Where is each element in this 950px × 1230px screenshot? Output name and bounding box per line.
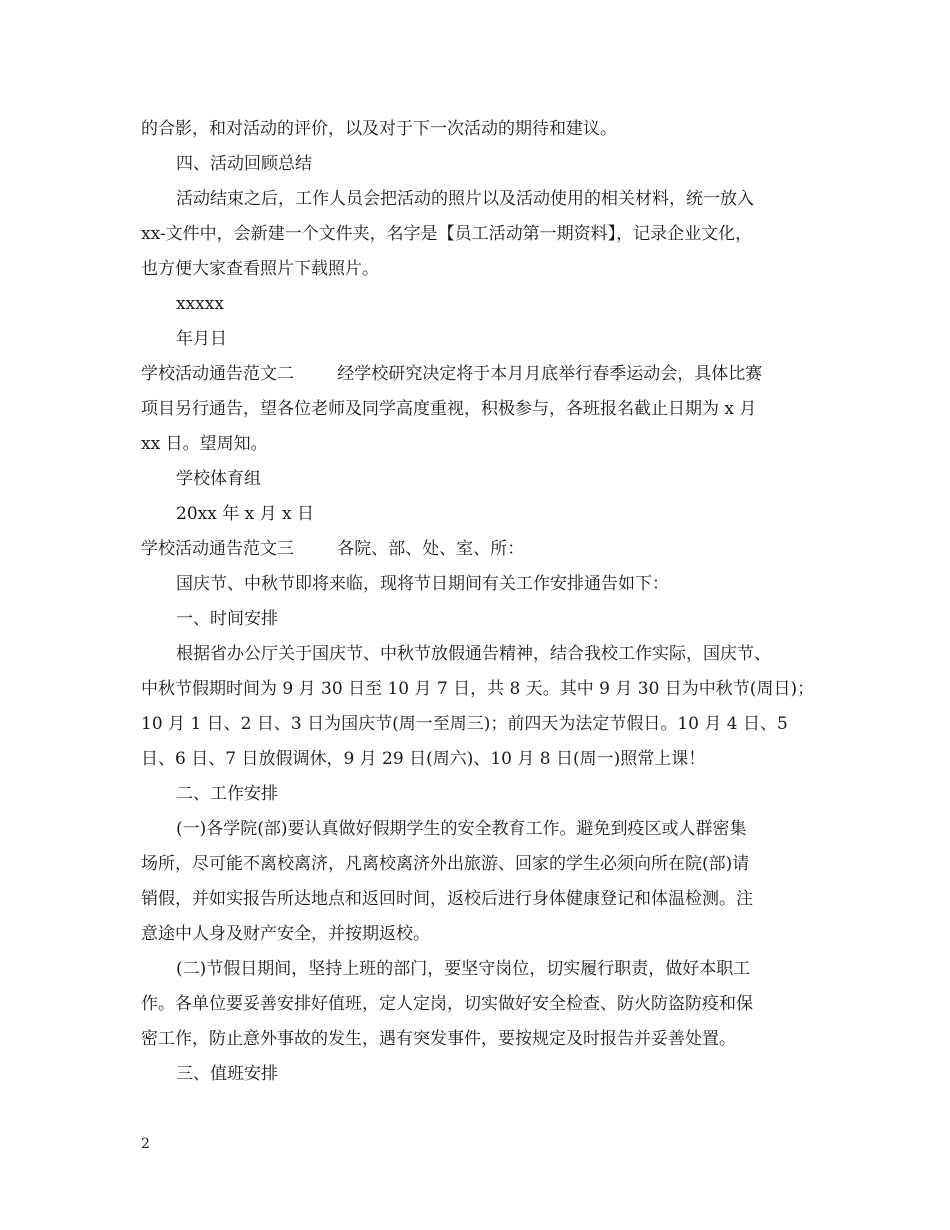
text-line: xx-文件中，会新建一个文件夹，名字是【员工活动第一期资料】，记录企业文化，	[141, 224, 753, 244]
paragraph	[141, 322, 821, 357]
text-line: 日、6 日、7 日放假调休，9 月 29 日(周六)、10 月 8 日(周一)照常上课！	[141, 749, 706, 769]
page-number: 2	[141, 1136, 150, 1152]
text-line: (二)节假日期间，坚持上班的部门，要坚守岗位，切实履行职责，做好本职工	[176, 959, 751, 979]
paragraph	[141, 182, 821, 287]
text-line: 二、工作安排	[176, 784, 278, 804]
text-line: 一、时间安排	[176, 609, 278, 629]
text-line: 项目另行通告，望各位老师及同学高度重视，积极参与，各班报名截止日期为 x 月	[141, 399, 757, 419]
paragraph	[141, 147, 821, 182]
text-line: 20xx 年 x 月 x 日	[176, 504, 315, 524]
text-line: 10 月 1 日、2 日、3 日为国庆节(周一至周三)；前四天为法定节假日。10 月 4 日、5	[141, 714, 788, 734]
text-line: 销假，并如实报告所达地点和返回时间，返校后进行身体健康登记和体温检测。注	[141, 889, 753, 909]
text-line: 密工作，防止意外事故的发生，遇有突发事件，要按规定及时报告并妥善处置。	[141, 1029, 736, 1049]
paragraph	[141, 497, 821, 532]
paragraph	[141, 777, 821, 812]
paragraph	[141, 637, 821, 777]
text-line: 也方便大家查看照片下载照片。	[141, 259, 379, 279]
paragraph	[141, 1057, 821, 1092]
text-line: 三、值班安排	[176, 1064, 278, 1084]
paragraph	[141, 532, 821, 567]
text-line: 意途中人身及财产安全，并按期返校。	[141, 924, 430, 944]
paragraph	[141, 462, 821, 497]
paragraph	[141, 357, 821, 462]
paragraph	[141, 952, 821, 1057]
text-line: (一)各学院(部)要认真做好假期学生的安全教育工作。避免到疫区或人群密集	[176, 819, 747, 839]
text-line: 中秋节假期时间为 9 月 30 日至 10 月 7 日，共 8 天。其中 9 月 30 日为中秋节(周日)；	[141, 679, 815, 699]
text-line: 作。各单位要妥善安排好值班，定人定岗，切实做好安全检查、防火防盗防疫和保	[141, 994, 753, 1014]
text-line: 的合影，和对活动的评价，以及对于下一次活动的期待和建议。	[141, 119, 617, 139]
text-line: 学校体育组	[176, 469, 261, 489]
text-line: xxxxx	[176, 294, 224, 314]
text-line: xx 日。望周知。	[141, 434, 268, 454]
text-line: 场所，尽可能不离校离济，凡离校离济外出旅游、回家的学生必须向所在院(部)请	[141, 854, 750, 874]
paragraph	[141, 602, 821, 637]
document-body	[141, 112, 821, 1092]
text-line: 国庆节、中秋节即将来临，现将节日期间有关工作安排通告如下：	[176, 574, 669, 594]
paragraph	[141, 567, 821, 602]
text-line: 学校活动通告范文二 经学校研究决定将于本月月底举行春季运动会，具体比赛	[141, 364, 763, 384]
text-line: 学校活动通告范文三 各院、部、处、室、所：	[141, 539, 525, 559]
text-line: 四、活动回顾总结	[176, 154, 312, 174]
paragraph	[141, 812, 821, 952]
text-line: 年月日	[176, 329, 227, 349]
paragraph	[141, 287, 821, 322]
text-line: 活动结束之后，工作人员会把活动的照片以及活动使用的相关材料，统一放入	[176, 189, 754, 209]
text-line: 根据省办公厅关于国庆节、中秋节放假通告精神，结合我校工作实际，国庆节、	[176, 644, 771, 664]
paragraph	[141, 112, 821, 147]
